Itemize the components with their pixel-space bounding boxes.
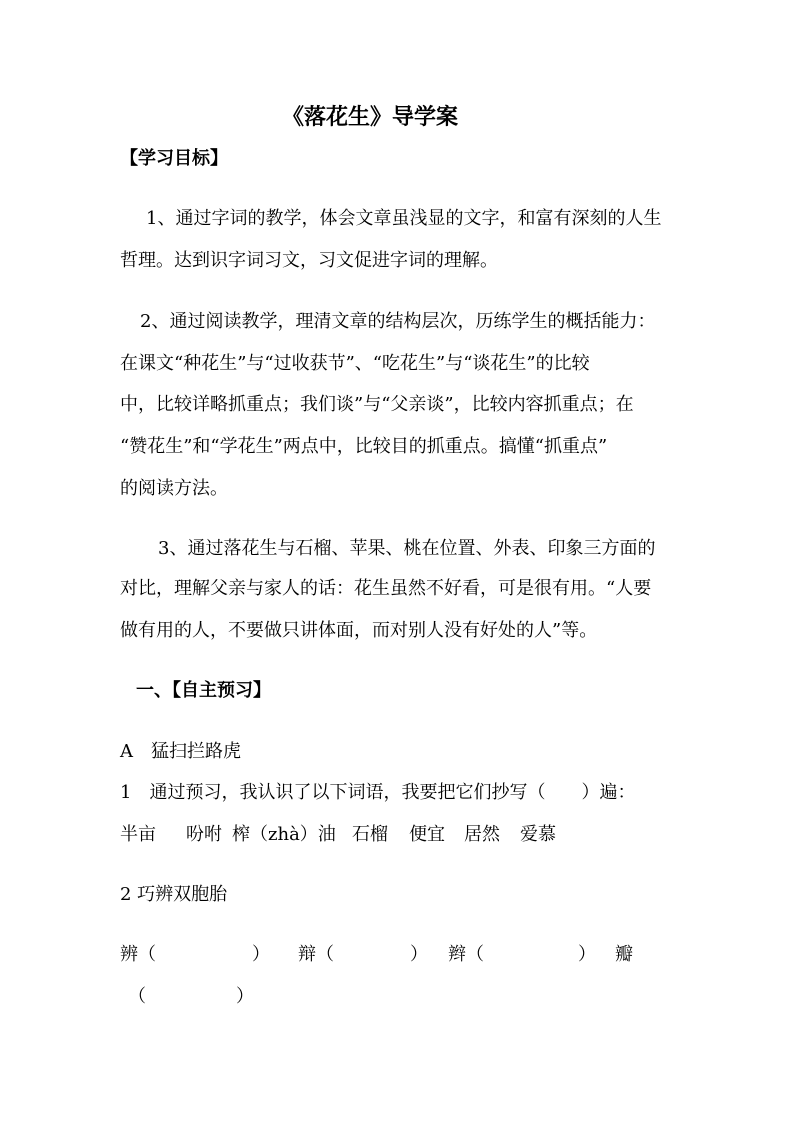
section-1-heading: 一、【自主预习】 [136,680,271,701]
document-title: 《落花生》导学案 [282,104,459,130]
vocab-word: 爱慕 [520,824,556,845]
objective-3-line-3: 做有用的人，不要做只讲体面，而对别人没有好处的人”等。 [120,620,598,641]
vocab-word: 便宜 [409,824,445,845]
objective-2-line-3: 中，比较详略抓重点；我们谈”与“父亲谈”，比较内容抓重点；在 [120,394,634,415]
objectives-heading: 【学习目标】 [120,148,228,169]
twin-char-close: ） [578,944,596,965]
vocab-word: 石榴 [352,824,388,845]
objective-1-line-1: 1、通过字词的教学，体会文章虽浅显的文字，和富有深刻的人生 [146,208,662,229]
vocab-word: 半亩 [120,824,156,845]
vocab-word: 吩咐 [186,824,222,845]
twin-char-close: ） [410,944,428,965]
objective-3-line-1: 3、通过落花生与石榴、苹果、桃在位置、外表、印象三方面的 [158,538,656,559]
objective-2-line-5: 的阅读方法。 [120,478,228,499]
objective-2-line-4: “赞花生”和“学花生”两点中，比较目的抓重点。搞懂“抓重点” [120,436,608,457]
objective-2-line-1: 2、通过阅读教学，理清文章的结构层次，历练学生的概括能力： [140,311,656,332]
vocab-word: 榨（zhà）油 [232,824,336,845]
objective-2-line-2: 在课文“种花生”与“过收获节”、“吃花生”与“谈花生”的比较 [120,353,590,374]
twin-char-open: 辩（ [298,944,334,965]
twin-char-close: ） [252,944,270,965]
objective-1-line-2: 哲理。达到识字词习文，习文促进字词的理解。 [120,250,498,271]
twin-char-open: 辫（ [448,944,484,965]
twin-char-open: 辨（ [120,944,156,965]
question-2-text: 2 巧辨双胞胎 [120,884,228,905]
blank-parentheses: （ ） [128,986,254,1007]
objective-3-line-2: 对比，理解父亲与家人的话：花生虽然不好看，可是很有用。“人要 [120,578,652,599]
part-a-label: A 猛扫拦路虎 [120,741,241,762]
question-1-text: 1 通过预习，我认识了以下词语，我要把它们抄写（ ）遍： [120,782,636,803]
vocab-word: 居然 [464,824,500,845]
twin-char: 瓣 [615,944,633,965]
